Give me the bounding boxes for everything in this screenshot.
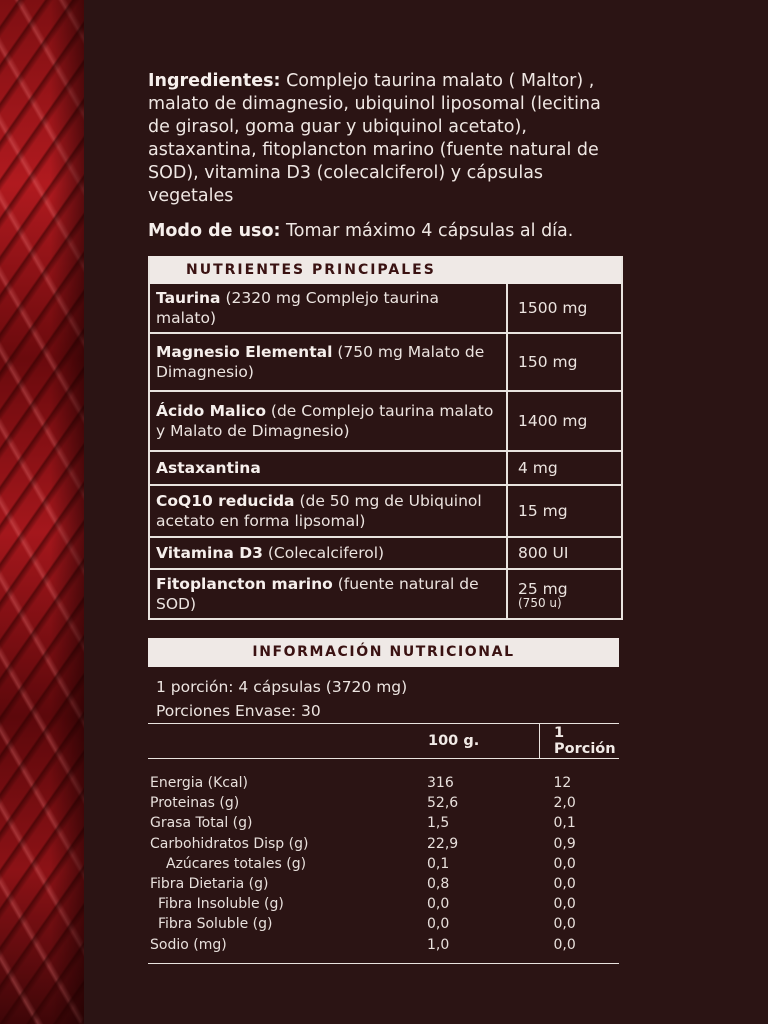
nutrition-value-100g: 0,0 — [427, 916, 450, 933]
nutrition-label-cell — [148, 914, 427, 934]
nutrient-name-cell — [150, 537, 507, 569]
nutrient-amount: 25 mg — [518, 580, 568, 598]
ingredients-text: Complejo taurina malato ( Maltor) , malato de dimagnesio, ubiquinol liposomal (lecitina de girasol, goma guar y ubiquinol acetato), astaxantina, fitoplancton marino (fuente natural de SOD), vitamina D3 (colecalciferol) y cápsulas vegetales — [148, 71, 601, 206]
nutrition-value-100g: 0,1 — [427, 855, 450, 872]
nutrient-name-cell — [150, 451, 507, 485]
nutrient-amount: 800 UI — [518, 544, 569, 562]
nutrient-name-cell — [150, 569, 507, 618]
nutrient-row — [150, 284, 621, 333]
nutrient-name-cell — [150, 391, 507, 451]
ingredients-section — [148, 70, 620, 243]
nutrition-label-cell — [148, 874, 427, 894]
nutrient-amount-cell — [507, 485, 621, 537]
nutrients-grid — [150, 284, 621, 618]
nutrition-row — [148, 874, 619, 894]
nutrition-info-title: INFORMACIÓN NUTRICIONAL — [148, 638, 619, 667]
nutrition-label: Fibra Insoluble (g) — [158, 896, 284, 913]
nutrient-amount: 4 mg — [518, 459, 558, 477]
nutrition-row — [148, 813, 619, 833]
nutrient-name: Magnesio Elemental — [156, 343, 333, 361]
main-nutrients-table — [148, 256, 623, 620]
serving-info — [148, 667, 619, 723]
nutrition-value-100g: 22,9 — [427, 835, 459, 852]
col-100g-header: 100 g. — [427, 724, 540, 759]
nutrient-amount-cell — [507, 537, 621, 569]
nutrient-name: Ácido Malico — [156, 402, 266, 420]
nutrition-value-portion: 0,0 — [553, 876, 576, 893]
nutrient-amount-cell — [507, 569, 621, 618]
nutrition-label-cell — [148, 759, 427, 794]
nutrition-info-section — [148, 638, 619, 964]
nutrition-row — [148, 854, 619, 874]
ingredients-paragraph — [148, 70, 620, 208]
nutrition-row — [148, 894, 619, 914]
nutrition-row — [148, 935, 619, 964]
nutrient-name-cell — [150, 284, 507, 333]
nutrition-row — [148, 793, 619, 813]
nutrition-row — [148, 914, 619, 934]
nutrition-value-portion: 0,0 — [553, 896, 576, 913]
nutrient-row — [150, 391, 621, 451]
nutrient-amount-cell — [507, 333, 621, 391]
col-portion-header: 1 Porción — [540, 724, 620, 759]
nutrient-detail: (de Complejo taurina malato y Malato de Dimagnesio) — [156, 402, 494, 440]
nutrition-value-100g: 0,0 — [427, 896, 450, 913]
nutrient-detail: (750 mg Malato de Dimagnesio) — [156, 343, 485, 381]
nutrient-row — [150, 537, 621, 569]
nutrition-value-100g: 316 — [427, 775, 454, 791]
ingredients-label: Ingredientes: — [148, 71, 281, 91]
nutrition-label: Energia (Kcal) — [150, 775, 248, 791]
nutrition-label-cell — [148, 834, 427, 854]
nutrient-amount: 1400 mg — [518, 412, 588, 430]
nutrition-label-cell — [148, 894, 427, 914]
nutrient-name: Astaxantina — [156, 459, 261, 477]
nutrient-name: Vitamina D3 — [156, 544, 263, 562]
usage-label: Modo de uso: — [148, 221, 281, 241]
nutrition-value-portion: 0,0 — [553, 916, 576, 933]
nutrition-label-cell — [148, 854, 427, 874]
nutrition-header-row — [148, 724, 619, 759]
nutrition-label: Sodio (mg) — [150, 936, 227, 953]
nutrition-label: Fibra Soluble (g) — [158, 916, 273, 933]
nutrition-value-100g: 0,8 — [427, 876, 450, 893]
usage-paragraph — [148, 220, 620, 243]
nutrient-name-cell — [150, 485, 507, 537]
nutrient-amount-cell — [507, 451, 621, 485]
nutrition-row — [148, 834, 619, 854]
nutrient-sub-amount: (750 u) — [518, 596, 562, 610]
nutrient-name: CoQ10 reducida — [156, 492, 295, 510]
nutrition-value-100g: 1,0 — [427, 935, 540, 964]
nutrition-label-header — [148, 724, 427, 759]
nutrient-amount: 150 mg — [518, 353, 578, 371]
nutrient-row — [150, 333, 621, 391]
servings-per-container: Porciones Envase: 30 — [156, 702, 321, 720]
nutrient-name-cell — [150, 333, 507, 391]
nutrient-detail: (fuente natural de SOD) — [156, 575, 479, 613]
nutrition-label: Proteinas (g) — [150, 795, 240, 812]
nutrition-label-cell — [148, 813, 427, 833]
nutrient-name: Fitoplancton marino — [156, 575, 333, 593]
nutrition-value-portion: 0,0 — [540, 935, 620, 964]
nutrition-value-portion: 0,9 — [553, 835, 576, 852]
nutrition-facts-table — [148, 723, 619, 964]
nutrition-row — [148, 759, 619, 794]
nutrient-amount: 15 mg — [518, 502, 568, 520]
nutrition-value-portion: 2,0 — [553, 795, 576, 812]
nutrient-name: Taurina — [156, 289, 221, 307]
nutrient-detail: (de 50 mg de Ubiquinol acetato en forma lipsomal) — [156, 492, 482, 530]
nutrition-label-cell — [148, 935, 427, 964]
nutrient-amount: 1500 mg — [518, 299, 588, 317]
nutrition-value-portion: 0,1 — [553, 815, 576, 832]
nutrient-detail: (Colecalciferol) — [262, 544, 385, 562]
nutrient-row — [150, 485, 621, 537]
nutrient-amount-cell — [507, 391, 621, 451]
serving-size: 1 porción: 4 cápsulas (3720 mg) — [156, 678, 408, 696]
nutrient-detail: (2320 mg Complejo taurina malato) — [156, 289, 439, 327]
nutrition-value-portion: 12 — [553, 775, 572, 791]
usage-text: Tomar máximo 4 cápsulas al día. — [280, 221, 574, 241]
nutrition-label-cell — [148, 793, 427, 813]
nutrition-value-portion: 0,0 — [553, 855, 576, 872]
nutrition-label: Grasa Total (g) — [150, 815, 253, 832]
nutrition-value-100g: 52,6 — [427, 795, 459, 812]
nutrient-amount-cell — [507, 284, 621, 333]
nutrient-row — [150, 569, 621, 618]
nutrition-label: Fibra Dietaria (g) — [150, 876, 269, 893]
nutrient-row — [150, 451, 621, 485]
main-nutrients-title: NUTRIENTES PRINCIPALES — [150, 256, 621, 284]
nutrition-label: Carbohidratos Disp (g) — [150, 835, 309, 852]
nutrition-value-100g: 1,5 — [427, 815, 450, 832]
nutrition-label: Azúcares totales (g) — [166, 855, 307, 872]
decorative-red-leaves-image — [0, 0, 84, 1024]
